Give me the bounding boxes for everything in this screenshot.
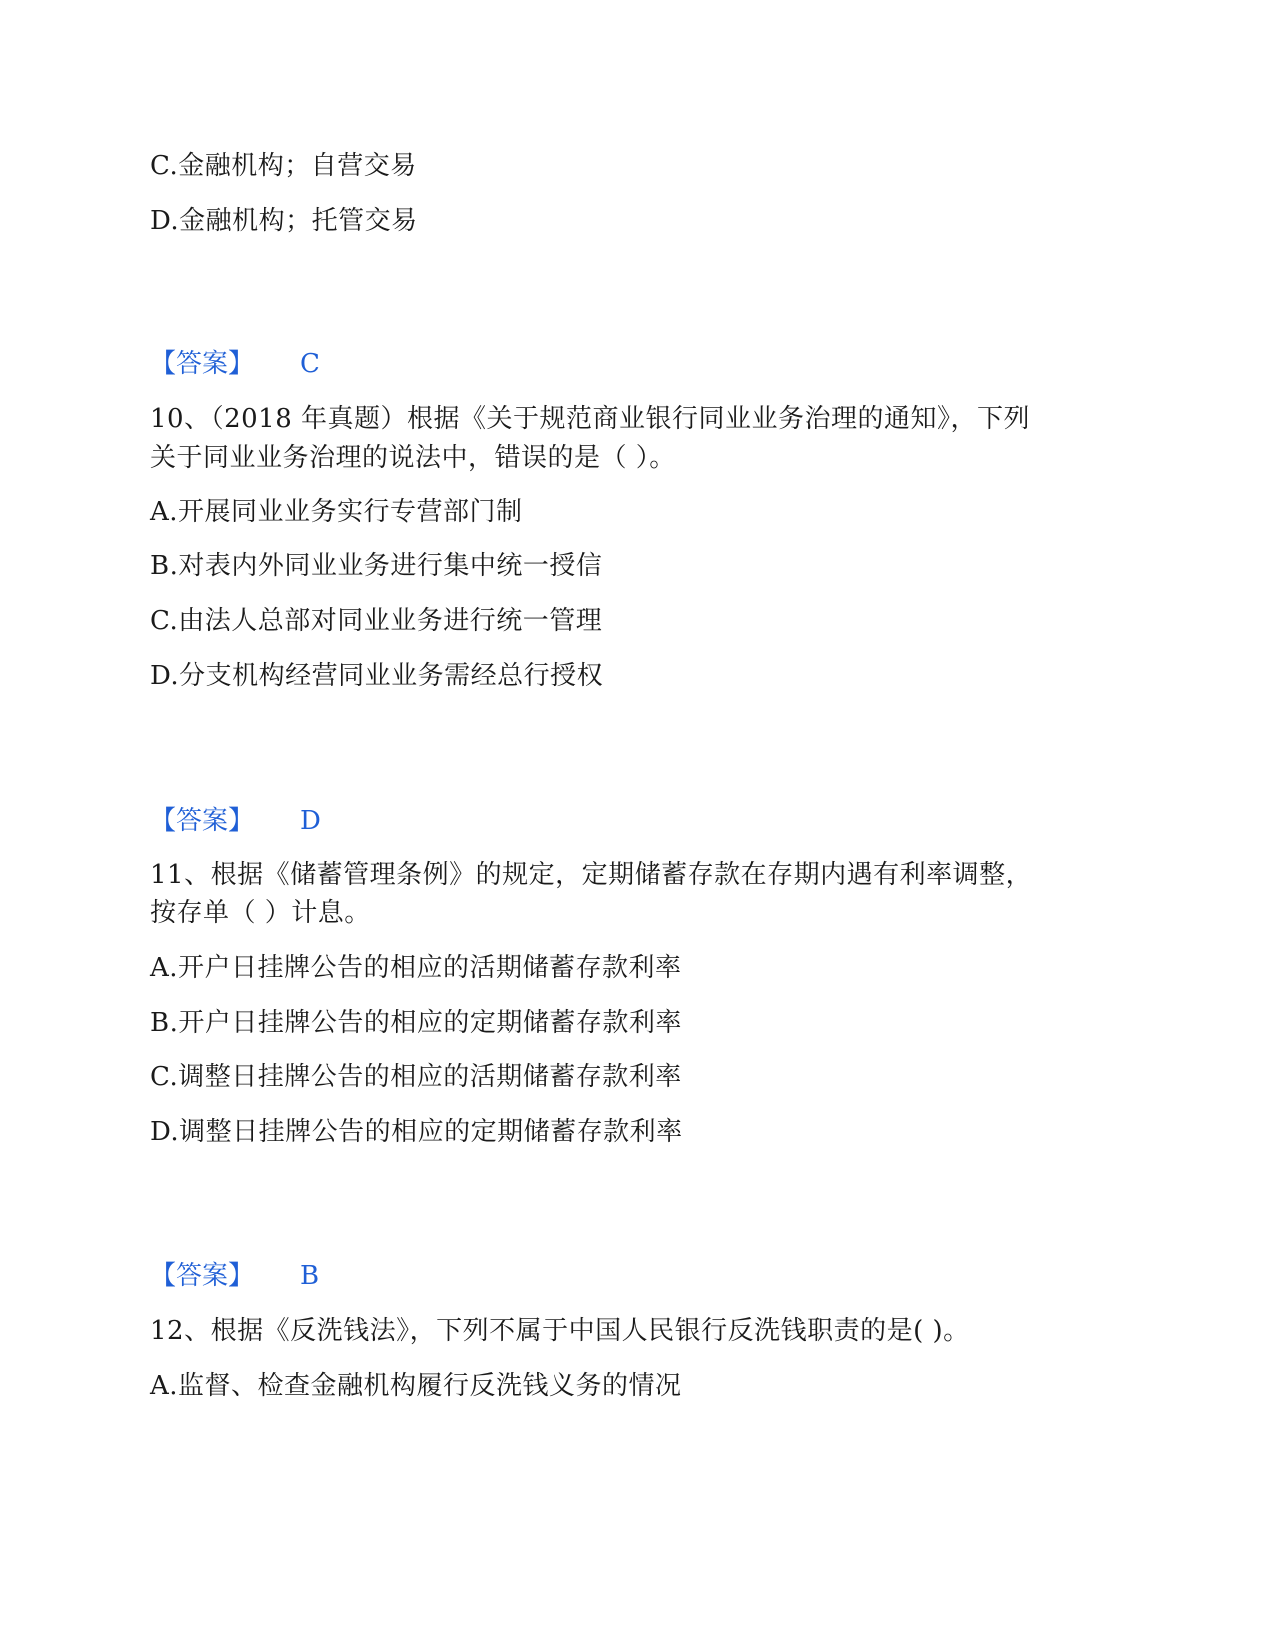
- q11-stem-line1: 11、根据《储蓄管理条例》的规定，定期储蓄存款在存期内遇有利率调整，: [150, 860, 1033, 890]
- answer-label: 【答案】: [150, 806, 255, 836]
- q11-answer: [150, 1258, 319, 1294]
- q11-stem-line2: 按存单（ ）计息。: [150, 898, 371, 928]
- answer-value: B: [300, 1261, 320, 1291]
- q9-option-d: D.金融机构；托管交易: [150, 206, 418, 236]
- q9-answer: [150, 346, 320, 382]
- q10-option-d: D.分支机构经营同业业务需经总行授权: [150, 661, 604, 691]
- q11-option-c: C.调整日挂牌公告的相应的活期储蓄存款利率: [150, 1062, 682, 1092]
- q11-option-d: D.调整日挂牌公告的相应的定期储蓄存款利率: [150, 1117, 683, 1147]
- q9-option-c: C.金融机构；自营交易: [150, 151, 417, 181]
- answer-value: D: [300, 806, 321, 836]
- q10-answer: [150, 803, 321, 839]
- q12-stem-line1: 12、根据《反洗钱法》，下列不属于中国人民银行反洗钱职责的是( )。: [150, 1316, 970, 1346]
- answer-value: C: [300, 349, 320, 379]
- q11-option-b: B.开户日挂牌公告的相应的定期储蓄存款利率: [150, 1008, 682, 1038]
- q10-option-b: B.对表内外同业业务进行集中统一授信: [150, 551, 603, 581]
- answer-label: 【答案】: [150, 349, 255, 379]
- answer-label: 【答案】: [150, 1261, 255, 1291]
- q12-option-a: A.监督、检查金融机构履行反洗钱义务的情况: [150, 1371, 682, 1401]
- q10-stem-line1: 10、（2018 年真题）根据《关于规范商业银行同业业务治理的通知》，下列: [150, 404, 1031, 434]
- q10-option-a: A.开展同业业务实行专营部门制: [150, 497, 523, 527]
- q10-stem-line2: 关于同业业务治理的说法中，错误的是（ ）。: [150, 443, 676, 473]
- q11-option-a: A.开户日挂牌公告的相应的活期储蓄存款利率: [150, 953, 682, 983]
- q10-option-c: C.由法人总部对同业业务进行统一管理: [150, 606, 603, 636]
